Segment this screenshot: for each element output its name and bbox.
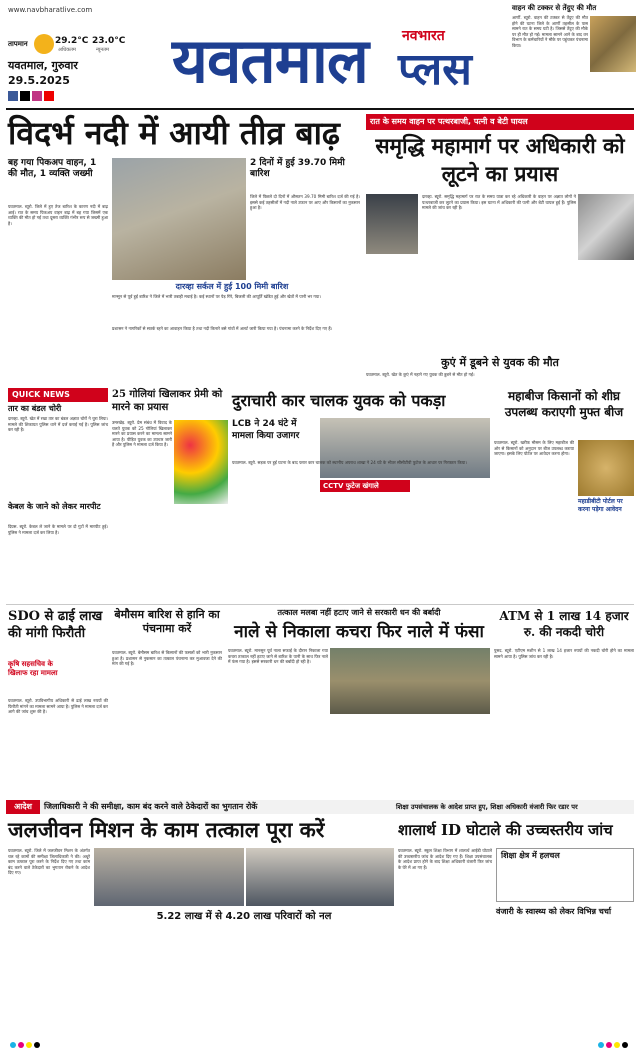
leopard-photo <box>590 16 636 72</box>
sdo-text: यवतमाल. ब्यूरो. उपविभागीय अधिकारी से ढाई लाख रुपयों की फिरौती मांगने का मामला सामने आया है। पुलिस ने मामला दर्ज कर आगे की जांच शुरू की है। <box>8 698 110 715</box>
samruddhi-headline[interactable]: समृद्धि महामार्ग पर अधिकारी को लूटने का प्रयास <box>375 133 625 186</box>
quick-news-item1-text: दारव्हा. ब्यूरो. खेत में रखा तार का बंडल अज्ञात चोरों ने चुरा लिया। मामले की शिकायत पुलिस थाने में दर्ज कराई गई है। पुलिस जांच कर रही है। <box>8 416 110 433</box>
samruddhi-story <box>366 114 634 354</box>
quick-news-item1-title[interactable]: तार का बंडल चोरी <box>8 404 62 413</box>
atm-headline[interactable]: ATM से 1 लाख 14 हजार रु. की नकदी चोरी <box>499 609 629 639</box>
shalarth-box <box>496 848 634 902</box>
lead-sub1-box <box>8 158 108 202</box>
x-icon[interactable] <box>20 91 30 101</box>
order-bar <box>6 800 634 814</box>
order-right-text: शिक्षा उपसंचालक के आदेश प्राप्त हुए, शिक्षा अधिकारी वंजारी फिर रडार पर <box>396 803 578 811</box>
jaljeevan-sub: 5.22 लाख में से 4.20 लाख परिवारों को नल <box>156 911 332 922</box>
drowning-headline[interactable]: कुएं में डूबने से युवक की मौत <box>441 356 559 369</box>
facebook-icon[interactable] <box>8 91 18 101</box>
jaljeevan-headline[interactable]: जलजीवन मिशन के काम तत्काल पूरा करें <box>8 817 325 842</box>
flood-photo-caption: दारव्हा सर्कल में हुई 100 मिमी बारिश <box>175 282 289 291</box>
lead-headline[interactable]: विदर्भ नदी में आयी तीव्र बाढ़ <box>8 114 340 152</box>
sun-icon <box>34 34 54 54</box>
quick-news-item2-title[interactable]: केबल के जाने को लेकर मारपीट <box>8 502 101 511</box>
lead-sub1-text: यवतमाल. ब्यूरो. जिले में हुए तेज बारिश के कारण नदी में बाढ़ आई। रात के समय पिकअप वाहन बाढ़ में बह गया जिसमें एक व्यक्ति की मौत हो गई तथा दूसरा व्यक्ति गंभीर रूप से जख्मी हुआ है। <box>8 204 110 226</box>
top-right-story <box>512 4 636 104</box>
drain-kicker: तत्काल मलबा नहीं हटाए जाने से सरकारी धन की बर्बादी <box>277 608 441 617</box>
samruddhi-kicker: रात के समय वाहन पर पत्थरबाजी, पत्नी व बेटी घायल <box>366 114 634 130</box>
order-text: जिलाधिकारी ने की समीक्षा, काम बंद करने वाले ठेकेदारों का भुगतान रोकें <box>44 802 258 811</box>
jaljeevan-text: यवतमाल. ब्यूरो. जिले में जलजीवन मिशन के अंतर्गत चल रहे कामों की समीक्षा जिलाधिकारी ने की। अधूरे काम तत्काल पूरा करने के निर्देश दिए गए तथा काम बंद करने वाले ठेकेदारों का भुगतान रोकने के आदेश दिए गए। <box>8 848 92 876</box>
lead-sub2[interactable]: 2 दिनों में हुई 39.70 मिमी बारिश <box>250 158 345 179</box>
weather-label: तापमान <box>8 40 28 48</box>
story-text: आर्णी. ब्यूरो. वाहन की टक्कर से तेंदुए की मौत होने की घटना जिले के आर्णी तहसील के पास सामने रात के समय घटी है। जिससे तेंदुए की मौके पर ही मौत हो गई। मामला सामने आने के बाद वन विभाग के कर्मचारियों ने मौके पर पहुंचकर पंचनामा किया। <box>512 15 590 48</box>
car-photo <box>578 194 634 260</box>
meeting-photo <box>94 848 244 906</box>
unseasonal-headline[interactable]: बेमौसम बारिश से हानि का पंचनामा करें <box>114 608 220 635</box>
mahabeej-headline[interactable]: महाबीज किसानों को शीघ्र उपलब्ध कराएगी मुफ्त बीज <box>504 389 624 419</box>
sdo-headline[interactable]: SDO से ढाई लाख की मांगी फिरौती <box>8 609 103 641</box>
temp-min: 23.0°C <box>92 36 126 46</box>
samruddhi-text: दारव्हा. ब्यूरो. समृद्धि महामार्ग पर रात के समय यात्रा कर रहे अधिकारी के वाहन पर अज्ञात लोगों ने पत्थरबाजी कर लूटने का प्रयास किया। इस घटना में अधिकारी की पत्नी और बेटी घायल हुई हैं। पुलिस मामले की जांच कर रही है। <box>422 194 578 211</box>
masthead-rule <box>6 108 634 110</box>
sdo-sub: कृषि सहसचिव के खिलाफ रहा मामला <box>8 660 58 677</box>
issue-date: 29.5.2025 <box>8 74 70 87</box>
atm-text: पुसद. ब्यूरो. एटीएम मशीन से 1 लाख 14 हजार रुपयों की नकदी चोरी होने का मामला सामने आया है। पुलिस जांच कर रही है। <box>494 648 636 659</box>
drain-headline[interactable]: नाले से निकाला कचरा फिर नाले में फंसा <box>234 622 484 642</box>
temp-min-label: न्यूनतम <box>96 47 109 53</box>
website-url[interactable]: www.navbharatlive.com <box>8 6 93 14</box>
social-icons <box>8 91 64 101</box>
driver-headline[interactable]: दुराचारी कार चालक युवक को पकड़ा <box>232 391 446 410</box>
shalarth-box-title: शिक्षा क्षेत्र में हलचल <box>501 851 560 860</box>
shalarth-headline[interactable]: शालार्थ ID घोटाले की उच्चस्तरीय जांच <box>398 821 613 839</box>
drain-photo <box>330 648 490 714</box>
unseasonal-text: यवतमाल. ब्यूरो. बेमौसम बारिश से किसानों की फसलों को भारी नुकसान हुआ है। प्रशासन से नुकसान का तत्काल पंचनामा कर मुआवजा देने की मांग की गई है। <box>112 650 224 667</box>
lead-body-text: प्रशासन ने नागरिकों से सतर्क रहने का आवाहन किया है तथा नदी किनारे बसे गांवों में अलर्ट जारी किया गया है। पंचनामा करने के निर्देश दिए गए हैं। <box>112 326 333 331</box>
mid-rule <box>6 604 634 605</box>
drowning-text: यवतमाल. ब्यूरो. खेत के कुएं में नहाने गए युवक की डूबने से मौत हो गई। <box>366 372 475 377</box>
official-photo <box>246 848 394 906</box>
order-label: आदेश <box>6 800 40 814</box>
lead-sub1[interactable]: बह गया पिकअप वाहन, 1 की मौत, 1 व्यक्ति जख्मी <box>8 158 97 179</box>
quick-news-label: QUICK NEWS <box>8 388 108 402</box>
lead-sub2-text: जिले में पिछले दो दिनों में औसतन 39.70 मिमी बारिश दर्ज की गई है। इससे कई तहसीलों में नदी नाले उफान पर आए और किसानों का नुकसान हुआ है। <box>250 194 362 211</box>
officer-photo <box>366 194 418 254</box>
pills-photo <box>174 420 228 504</box>
shalarth-sub: वंजारी के स्वास्थ्य को लेकर विभिन्न चर्चा <box>496 907 612 916</box>
temp-max: 29.2°C <box>55 36 89 46</box>
quick-news-item2-text: दिग्रस. ब्यूरो. केबल ले जाने के मामले पर दो गुटों में मारपीट हुई। पुलिस ने मामला दर्ज कर लिया है। <box>8 524 110 535</box>
registration-marks-right <box>598 1042 628 1048</box>
masthead <box>0 0 640 108</box>
driver-text: यवतमाल. ब्यूरो. सड़क पर हुई घटना के बाद फरार कार चालक को स्थानीय अपराध शाखा ने 24 घंटे के भीतर सीसीटीवी फुटेज के आधार पर गिरफ्तार किया। <box>232 460 467 465</box>
masthead-brand: नवभारत <box>402 28 445 44</box>
lead-caption-text: मान्सून से पूर्व हुई बारिश ने जिले में भारी तबाही मचाई है। कई स्थानों पर पेड़ गिरे, बिजली की आपूर्ति खंडित हुई और खेतों में पानी भर गया। <box>112 294 321 299</box>
mahabeej-text: यवतमाल. ब्यूरो. खरीफ मौसम के लिए महाबीज की ओर से किसानों को अनुदान पर बीज उपलब्ध कराया जाएगा। इसके लिए पोर्टल पर आवेदन करना होगा। <box>494 440 576 457</box>
seeds-photo <box>578 440 634 496</box>
mahabeej-photo-caption: महाडीबीटी पोर्टल पर करना पड़ेगा आवेदन <box>578 498 623 513</box>
registration-marks-left <box>10 1042 40 1048</box>
poison-headline[interactable]: 25 गोलियां खिलाकर प्रेमी को मारने का प्रयास <box>112 389 223 413</box>
instagram-icon[interactable] <box>32 91 42 101</box>
masthead-title: यवतमाल <box>172 24 368 97</box>
temp-max-label: अधिकतम <box>58 47 76 53</box>
driver-cctv-label: CCTV फुटेज खंगाले <box>320 480 410 492</box>
poison-text: उमरखेड़. ब्यूरो. प्रेम संबंध में विवाद के चलते युवक को 25 गोलियां खिलाकर मारने का प्रयास करने का मामला सामने आया है। पीड़ित युवक का उपचार जारी है और पुलिस ने मामला दर्ज किया है। <box>112 420 174 448</box>
flood-photo <box>112 158 246 280</box>
youtube-icon[interactable] <box>44 91 54 101</box>
city-day: यवतमाल, गुरुवार <box>8 59 78 72</box>
drain-text: यवतमाल. ब्यूरो. मानसून पूर्व नाला सफाई के दौरान निकाला गया कचरा तत्काल नहीं हटाए जाने से बारिश के पानी के साथ फिर नाले में फंस गया है। इससे सरकारी धन की बर्बादी हो रही है। <box>228 648 330 665</box>
driver-sub[interactable]: LCB ने 24 घंटे में मामला किया उजागर <box>232 419 300 441</box>
lead-sub2-box <box>250 158 360 192</box>
masthead-plus: प्लस <box>398 44 472 95</box>
headline[interactable]: वाहन की टक्कर से तेंदुए की मौत <box>512 4 597 12</box>
shalarth-text: यवतमाल. ब्यूरो. स्कूल शिक्षा विभाग में शालार्थ आईडी घोटाले की उच्चस्तरीय जांच के आदेश दिए गए हैं। शिक्षा उपसंचालक के आदेश प्राप्त होने के बाद शिक्षा अधिकारी वंजारी फिर जांच के घेरे में आ गए हैं। <box>398 848 494 870</box>
